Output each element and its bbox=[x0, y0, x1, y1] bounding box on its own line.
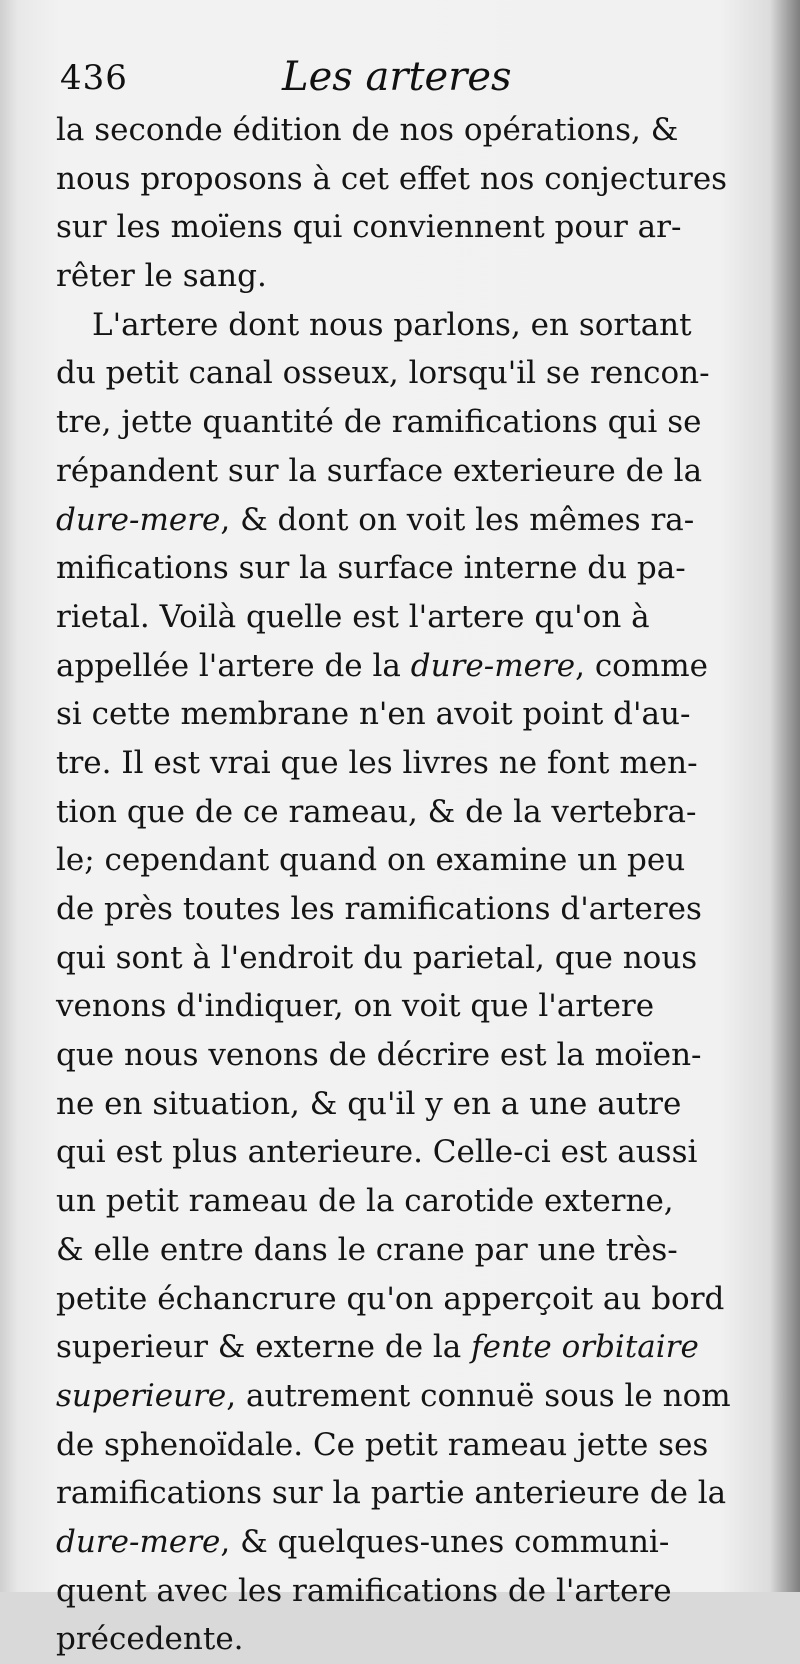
text-line-after: , & quelques-unes communi- bbox=[220, 1523, 670, 1560]
text-line-main: un petit rameau de la carotide externe, bbox=[56, 1183, 674, 1220]
text-line bbox=[56, 1275, 746, 1324]
text-line-main: qui sont à l'endroit du parietal, que nous bbox=[56, 939, 698, 976]
text-line-main: si cette membrane n'en avoit point d'au- bbox=[56, 696, 691, 733]
text-line-main: venons d'indiquer, on voit que l'artere bbox=[56, 988, 655, 1025]
text-line-main: tion que de ce rameau, & de la vertebra- bbox=[56, 793, 697, 830]
text-line bbox=[56, 1372, 746, 1421]
text-line-after: , comme bbox=[575, 647, 708, 684]
text-line bbox=[56, 739, 746, 788]
text-line-main: qui est plus anterieure. Celle-ci est aussi bbox=[56, 1134, 698, 1171]
text-line bbox=[56, 788, 746, 837]
text-line-main: répandent sur la surface exterieure de la bbox=[56, 452, 703, 489]
text-line-main: de sphenoïdale. Ce petit rameau jette ses bbox=[56, 1426, 709, 1463]
text-line-main: superieur & externe de la bbox=[56, 1329, 472, 1366]
text-line bbox=[56, 1031, 746, 1080]
text-line bbox=[56, 1323, 746, 1372]
text-line bbox=[56, 544, 746, 593]
text-line bbox=[56, 836, 746, 885]
text-line bbox=[56, 982, 746, 1031]
text-line-main: petite échancrure qu'on apperçoit au bord bbox=[56, 1280, 725, 1317]
text-line-main: mifications sur la surface interne du pa- bbox=[56, 550, 686, 587]
text-line bbox=[56, 885, 746, 934]
text-line-main: ne en situation, & qu'il y en a une autre bbox=[56, 1085, 682, 1122]
text-line bbox=[56, 349, 746, 398]
text-line bbox=[56, 934, 746, 983]
text-line-italic: fente orbitaire bbox=[471, 1329, 699, 1366]
text-line bbox=[56, 447, 746, 496]
page-number: 436 bbox=[60, 58, 128, 98]
text-line bbox=[56, 1567, 746, 1616]
text-line-main: L'artere dont nous parlons, en sortant bbox=[92, 306, 692, 343]
text-line bbox=[56, 1226, 746, 1275]
text-line-italic: superieure bbox=[56, 1377, 227, 1414]
text-line bbox=[56, 1177, 746, 1226]
text-line-main: tre. Il est vrai que les livres ne font men- bbox=[56, 744, 698, 781]
text-line-main: & elle entre dans le crane par une très- bbox=[56, 1231, 678, 1268]
text-line bbox=[56, 1128, 746, 1177]
text-line-main: rietal. Voilà quelle est l'artere qu'on à bbox=[56, 598, 650, 635]
running-head: Les arteres bbox=[282, 54, 512, 100]
text-line-main: que nous venons de décrire est la moïen- bbox=[56, 1037, 702, 1074]
body-text bbox=[56, 106, 746, 1664]
text-line-main: ramifications sur la partie anterieure de la bbox=[56, 1475, 727, 1512]
text-line-main: tre, jette quantité de ramifications qui se bbox=[56, 404, 702, 441]
text-line-main: sur les moïens qui conviennent pour ar- bbox=[56, 209, 682, 246]
page-gutter-shadow bbox=[770, 0, 800, 1592]
text-line bbox=[56, 106, 746, 155]
text-line-italic: dure-mere bbox=[56, 501, 221, 538]
text-line bbox=[56, 496, 746, 545]
page-header bbox=[60, 54, 740, 108]
text-line bbox=[56, 1421, 746, 1470]
text-line bbox=[56, 690, 746, 739]
text-line-italic: dure-mere bbox=[56, 1523, 221, 1560]
text-line-after: , autrement connuë sous le nom bbox=[226, 1377, 731, 1414]
text-line bbox=[56, 155, 746, 204]
text-line bbox=[56, 398, 746, 447]
text-line-main: de près toutes les ramifications d'arteres bbox=[56, 891, 702, 927]
text-line-main: rêter le sang. bbox=[56, 258, 267, 295]
text-line bbox=[56, 1469, 746, 1518]
text-line-main: appellée l'artere de la bbox=[56, 647, 411, 684]
text-line-italic: dure-mere bbox=[410, 647, 576, 684]
text-line bbox=[56, 301, 746, 350]
text-line bbox=[56, 1518, 746, 1567]
text-line bbox=[56, 1080, 746, 1129]
text-line-main: quent avec les ramifications de l'artere bbox=[56, 1572, 672, 1609]
text-line bbox=[56, 203, 746, 252]
text-line-main: du petit canal osseux, lorsqu'il se rencon- bbox=[56, 355, 710, 392]
text-line-main: le; cependant quand on examine un peu bbox=[56, 842, 686, 879]
text-line-main: nous proposons à cet effet nos conjectures bbox=[56, 160, 728, 197]
text-line bbox=[56, 593, 746, 642]
text-line bbox=[56, 1615, 746, 1664]
text-line-after: , & dont on voit les mêmes ra- bbox=[220, 501, 695, 538]
text-line bbox=[56, 252, 746, 301]
text-line-main: précedente. bbox=[56, 1621, 244, 1658]
text-line-main: la seconde édition de nos opérations, & bbox=[56, 112, 679, 148]
text-line bbox=[56, 642, 746, 691]
